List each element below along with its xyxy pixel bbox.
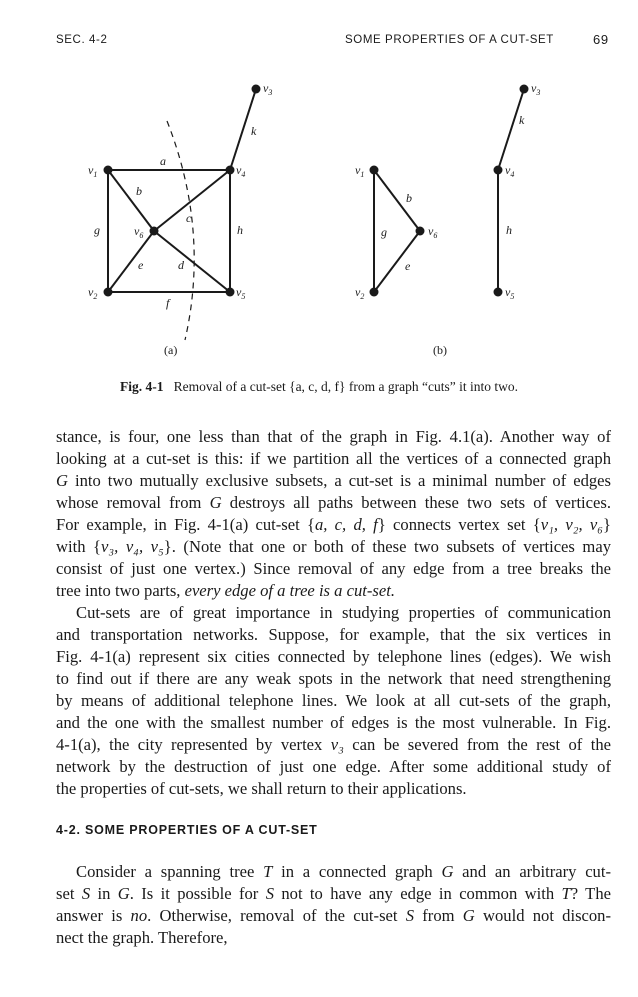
edge-label-f: f <box>166 296 170 310</box>
vertex-label-v3: $v_3$ <box>263 81 273 97</box>
paragraph-3 <box>56 861 611 949</box>
text-run: in a connected graph <box>272 862 442 881</box>
running-head-title: SOME PROPERTIES OF A CUT-SET <box>345 34 554 46</box>
vertex-label-b-v6: $v_6$ <box>428 224 438 240</box>
italic-text: v₃, v₄, v₅ <box>101 537 164 556</box>
edge-label-b-e: e <box>405 259 411 273</box>
graph-b-edges <box>374 89 524 292</box>
vertex-label-b-v3: $v_3$ <box>531 81 541 97</box>
text-line <box>56 580 611 602</box>
vertex-label-v6: $v_6$ <box>134 224 144 240</box>
text-line <box>56 927 611 949</box>
text-run: Fig. 4-1(a) represent six cities connected by telephone lines (edges). We wish <box>56 647 611 666</box>
vertex-label-b-v2: $v_2$ <box>355 285 365 301</box>
paragraph-1 <box>56 426 611 602</box>
section-heading: 4-2. SOME PROPERTIES OF A CUT-SET <box>56 823 318 837</box>
text-line <box>56 492 611 514</box>
text-run: from <box>414 906 463 925</box>
text-line <box>56 861 611 883</box>
text-line <box>56 646 611 668</box>
text-run: answer is <box>56 906 131 925</box>
text-run: Consider a spanning tree <box>76 862 264 881</box>
edge-label-h: h <box>237 223 243 237</box>
edge-label-d: d <box>178 258 184 272</box>
text-run: with { <box>56 537 101 556</box>
edge-label-a: a <box>160 154 166 168</box>
text-line <box>56 883 611 905</box>
vertex-label-v4: $v_4$ <box>236 163 246 179</box>
text-run: the properties of cut-sets, we shall return to their applications. <box>56 779 467 798</box>
italic-text: no <box>130 906 148 925</box>
italic-text: every edge of a tree is a cut-set. <box>184 581 395 600</box>
text-line <box>56 778 611 800</box>
italic-text: S <box>405 906 415 925</box>
italic-text: G <box>117 884 130 903</box>
edge-label-c: c <box>186 211 192 225</box>
cut-line <box>167 121 194 340</box>
text-run: network by the destruction of just one edge. After some additional study of <box>56 757 611 776</box>
edge-label-b-g: g <box>381 225 387 239</box>
figure-caption <box>120 378 520 395</box>
text-line <box>56 712 611 734</box>
text-run: set <box>56 884 82 903</box>
vertex-label-b-v4: $v_4$ <box>505 163 515 179</box>
text-run: Cut-sets are of great importance in studying properties of communication <box>76 603 611 622</box>
italic-text: G <box>209 493 222 512</box>
edge-label-b-k: k <box>519 113 525 127</box>
text-run: For example, in Fig. 4-1(a) cut-set { <box>56 515 315 534</box>
text-run: stance, is four, one less than that of the graph in Fig. 4.1(a). Another way of <box>56 427 611 446</box>
text-run: can be severed from the rest of the <box>343 735 611 754</box>
text-line <box>56 602 611 624</box>
vertex-label-v5: $v_5$ <box>236 285 246 301</box>
text-run: . Is it possible for <box>129 884 266 903</box>
vertex-label-b-v1: $v_1$ <box>355 163 365 179</box>
text-run: in <box>90 884 118 903</box>
subfigure-label-b: (b) <box>433 343 447 357</box>
text-run: ? The <box>570 884 611 903</box>
text-line <box>56 558 611 580</box>
vertex-label-v2: $v_2$ <box>88 285 98 301</box>
edge-label-g: g <box>94 223 100 237</box>
italic-text: v₁, v₂, v₆ <box>540 515 604 534</box>
page-number: 69 <box>593 32 609 47</box>
italic-text: G <box>462 906 475 925</box>
text-run: . Otherwise, removal of the cut-set <box>147 906 406 925</box>
text-line <box>56 448 611 470</box>
italic-text: v₃ <box>330 735 344 754</box>
text-run: by means of additional telephone lines. We look at all cut-sets of the graph, <box>56 691 611 710</box>
caption-text: Removal of a cut-set {a, c, d, f} from a graph “cuts” it into two. <box>173 379 518 394</box>
edge-label-b-h: h <box>506 223 512 237</box>
text-run: } connects vertex set { <box>377 515 541 534</box>
italic-text: T <box>561 884 571 903</box>
text-run: not to have any edge in common with <box>273 884 562 903</box>
italic-text: G <box>56 471 68 490</box>
text-line <box>56 668 611 690</box>
text-run: }. (Note that one or both of these two subsets of vertices may <box>163 537 611 556</box>
edge-d <box>154 231 230 292</box>
text-run: consist of just one vertex.) Since removal of any edge from a tree breaks the <box>56 559 611 578</box>
text-run: and transportation networks. Suppose, for example, that the six vertices in <box>56 625 611 644</box>
text-run: destroys all paths between these two sets of vertices. <box>221 493 611 512</box>
text-line <box>56 624 611 646</box>
edge-label-b-b: b <box>406 191 412 205</box>
text-line <box>56 514 611 536</box>
text-run: tree into two parts, <box>56 581 185 600</box>
subfigure-label-a: (a) <box>164 343 178 357</box>
edge-label-k: k <box>251 124 257 138</box>
text-line <box>56 536 611 558</box>
text-line <box>56 756 611 778</box>
caption-number: Fig. 4-1 <box>120 379 164 394</box>
figure-4-1 <box>0 0 638 370</box>
italic-text: G <box>441 862 454 881</box>
text-run: and an arbitrary cut- <box>453 862 611 881</box>
paragraph-2 <box>56 602 611 800</box>
italic-text: a, c, d, f <box>314 515 378 534</box>
text-run: } <box>603 515 611 534</box>
text-run: nect the graph. Therefore, <box>56 928 228 947</box>
vertex-label-b-v5: $v_5$ <box>505 285 515 301</box>
text-run: whose removal from <box>56 493 210 512</box>
edge-label-e: e <box>138 258 144 272</box>
running-head-section: SEC. 4-2 <box>56 34 108 46</box>
text-line <box>56 426 611 448</box>
edge-e <box>108 231 154 292</box>
text-run: into two mutually exclusive subsets, a cut-set is a minimal number of edges <box>67 471 611 490</box>
text-run: would not discon- <box>474 906 612 925</box>
edge-b <box>108 170 154 231</box>
vertex-label-v1: $v_1$ <box>88 163 98 179</box>
text-line <box>56 734 611 756</box>
text-line <box>56 470 611 492</box>
italic-text: T <box>263 862 273 881</box>
italic-text: S <box>81 884 91 903</box>
text-run: to find out if there are any weak spots in the network that need strengthening <box>56 669 611 688</box>
text-line <box>56 690 611 712</box>
edge-label-b: b <box>136 184 142 198</box>
text-run: and the one with the smallest number of edges is the most vulnerable. In Fig. <box>56 713 611 732</box>
text-run: 4-1(a), the city represented by vertex <box>56 735 331 754</box>
text-line <box>56 905 611 927</box>
text-run: looking at a cut-set is this: if we partition all the vertices of a connected graph <box>56 449 611 468</box>
italic-text: S <box>265 884 274 903</box>
